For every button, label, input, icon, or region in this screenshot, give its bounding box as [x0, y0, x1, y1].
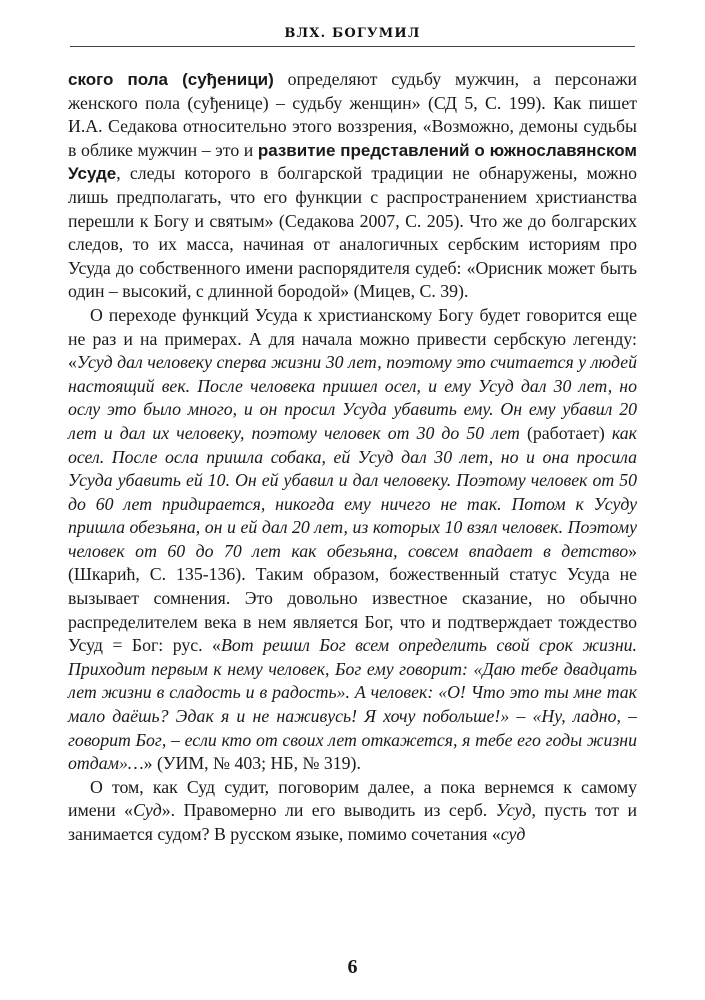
paragraph-3: [68, 776, 637, 847]
italic-term: суд: [500, 824, 526, 844]
text-run: » (УИМ, № 403; НБ, № 319).: [143, 753, 361, 774]
italic-quote: как осел. После осла пришла собака, ей Усуд дал 30 лет, но и она просила Усуда убавить ей 10. Он ей убавил и дал человеку. Поэтому человек от 50 до 60 лет придирается, никогда ему ничего не так. Потом к Усуду пришла обезьяна, он и ей дал 20 лет, из которых 10 взял человек. Поэтому человек от 60 до 70 лет как обезьяна, совсем впадает в детство: [68, 422, 637, 561]
page-number: 6: [347, 956, 358, 978]
running-header: [70, 22, 635, 47]
text-run: О том, как Суд судит, поговорим далее, а пока вернемся к самому имени «: [68, 776, 637, 821]
italic-term: Усуд: [495, 800, 532, 821]
italic-quote: Усуд дал человеку сперва жизни 30 лет, поэтому это считается у людей настоящий век. После человека пришел осел, и ему Усуд дал 30 лет, но ослу это было много, и он просил Усуда убавить ему. Он ему убавил 20 лет и дал их человеку, поэтому человек от 30 до 50 лет: [68, 352, 637, 443]
bold-term: ского пола (суђеници): [68, 70, 274, 89]
text-run: (работает): [519, 422, 612, 443]
text-run: определяют судьбу мужчин, а персонажи женского пола (суђенице) – судьбу женщин» (СД 5, С. 199). Как пишет И.А. Седакова относительно этого воззрения, «Возможно, демоны судьбы в облике мужчин – это и: [68, 69, 637, 160]
italic-term: Суд: [133, 800, 162, 821]
body-text: [68, 68, 637, 847]
text-run: ». Правомерно ли его выводить из серб.: [161, 800, 496, 821]
paragraph-2: [68, 304, 637, 776]
paragraph-1: [68, 68, 637, 304]
bold-term: развитие представлений о южнославянском Усуде: [68, 140, 637, 184]
text-run: , следы которого в болгарской традиции не обнаружены, можно лишь предполагать, что его функции с распространением христианства перешли к Богу и святым» (Седакова 2007, С. 205). Что же до болгарских следов, то их масса, начиная от аналогичных сербским историям про Усуда до собственного имени распорядителя судеб: «Орисник может быть один – высокий, с длинной бородой» (Мицев, С. 39).: [68, 163, 637, 302]
italic-quote: Вот решил Бог всем определить свой срок жизни. Приходит первым к нему человек, Бог ему говорит: «Даю тебе двадцать лет жизни в сладость и в радость». А человек: «О! Что это ты мне так мало даёшь? Эдак я и не наживусь! Я хочу побольше!» – «Ну, ладно, – говорит Бог, – если кто от своих лет откажется, я тебе его годы жизни отдам»…: [68, 635, 637, 774]
text-run: » (Шкарић, С. 135-136). Таким образом, божественный статус Усуда не вызывает сомнения. Это довольно известное сказание, но обычно распределителем века в нем является Бог, что и подтверждает тождество Усуд = Бог: рус. «: [68, 540, 637, 656]
text-run: , пусть тот и занимается судом? В русском языке, помимо сочетания «: [68, 800, 637, 844]
running-title: ВЛХ. БОГУМИЛ: [284, 26, 421, 41]
text-run: О переходе функций Усуда к христианскому Богу будет говорится еще не раз и на примерах. А для начала можно привести сербскую легенду: «: [68, 304, 637, 373]
